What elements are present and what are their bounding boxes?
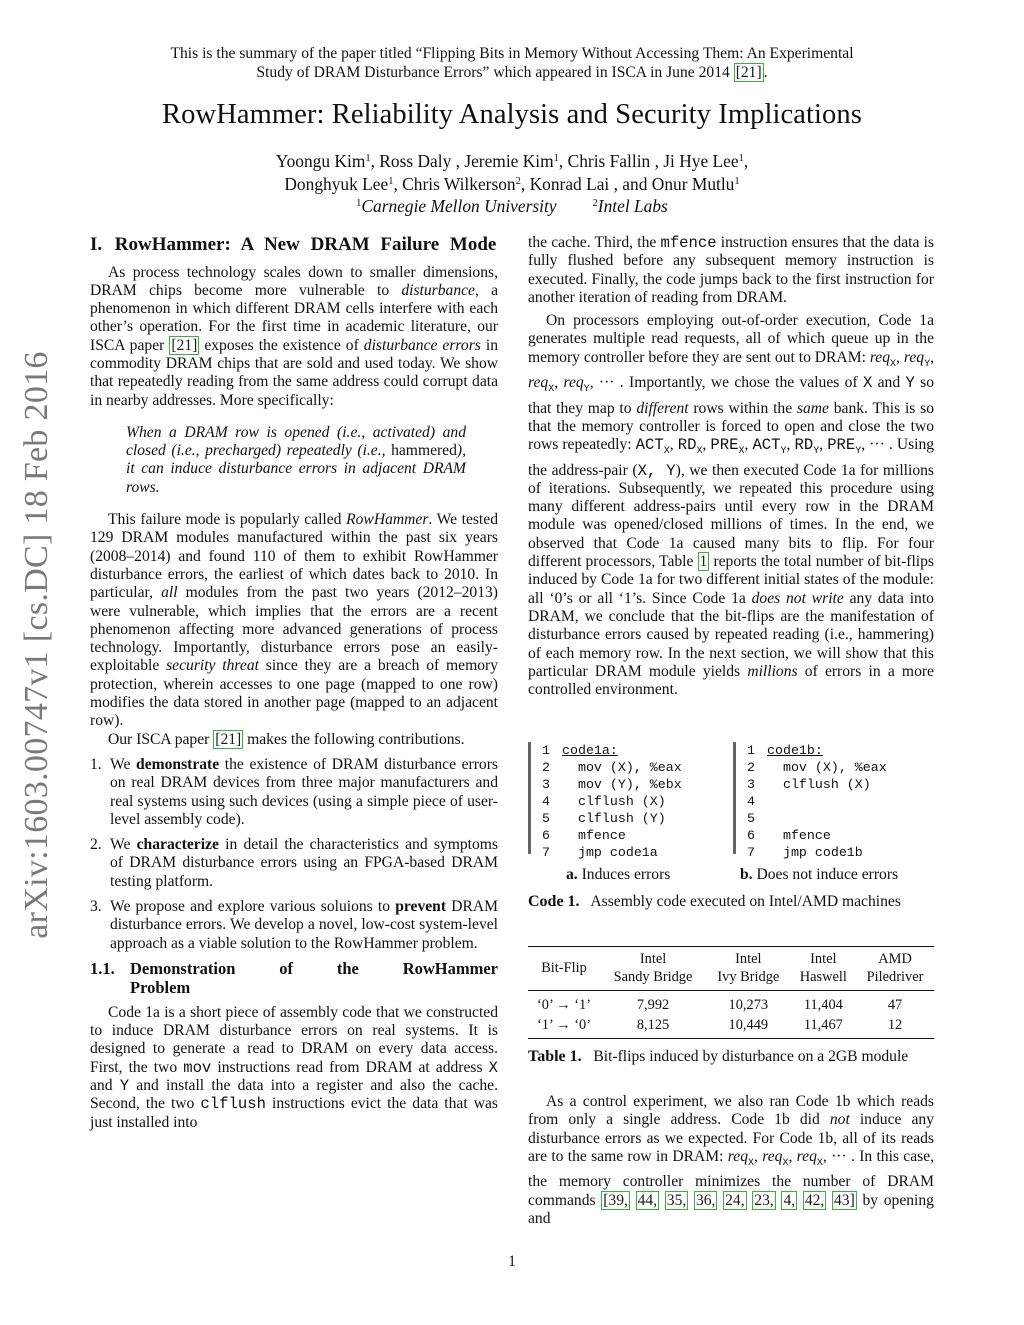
author-name: , Konrad Lai , and Onur Mutlu [520,173,735,194]
paragraph: Our ISCA paper [21] makes the following contributions. [108,730,465,748]
table-header-cell: Bit-Flip [541,959,587,976]
table-cell: 7,992 [636,997,670,1013]
author-separator: , [743,151,749,171]
table-cell: 47 [887,997,903,1013]
paragraph: As a control experiment, we also ran Code 1b which reads from only a single address. Code 1b did not induce any disturbance errors as we expected. For Code 1b, all of its reads are to the same row in DRAM: req$_X$, req$_X$, req$_X$, ··· . In this case, the memory controller minimizes the number of DRAM commands [39, 44, 35, 36, 24, 23, 4, 42, 43] by opening and [528,1093,935,1227]
table-row [528,1016,934,1039]
author-name: , Chris Wilkerson [393,173,516,194]
code-line: 5 clflush (Y) [542,811,666,826]
code-bar [528,742,531,854]
arxiv-id: arXiv:1603.00747v1 [cs.DC] 18 Feb 2016 [17,351,55,939]
summary-line-2-end: . [763,64,768,81]
author-line-1 [100,150,924,173]
definition-quote: When a DRAM row is opened (i.e., activated) and closed (i.e., precharged) repeatedly (i.e., hammered), it can induce disturbance errors in adjacent DRAM rows. [126,423,466,496]
table-cell: ‘1’ → ‘0’ [536,1016,592,1033]
affiliation-mark: 1 [738,153,744,164]
code-line: 7 jmp code1a [542,845,658,860]
affiliation-mark: 2 [592,198,598,209]
citation-link[interactable]: 35, [666,1191,687,1209]
right-column [528,234,934,699]
code-listing-1b [733,742,933,861]
table-bit-flips [528,946,934,1039]
table-caption: Table 1. Bit-flips induced by disturbance on a 2GB module [528,1048,909,1065]
list-item: 3. We propose and explore various soluions to prevent DRAM disturbance errors. We develop a novel, low-cost system-level approach as a viable solution to the RowHammer problem. [90,898,498,952]
code-line: 4 clflush (X) [542,794,666,809]
paragraph: This failure mode is popularly called RowHammer. We tested 129 DRAM modules manufactured within the past six years (2008–2014) and found 110 of them to exhibit RowHammer disturbance errors, the earliest of which dates back to 2010. In particular, all modules from the past two years (2012–2013) were vulnerable, which implies that the errors are a recent phenomenon affecting more advanced generations of process technology. Importantly, disturbance errors pose an easily-exploitable security threat since they are a breach of memory protection, wherein accesses to one page (mapped to one row) modifies the data stored in another page (mapped to an adjacent row). [90,511,499,730]
code-caption: Code 1. Assembly code executed on Intel/AMD machines [528,893,901,910]
affiliation-mark: 1 [365,153,371,164]
citation-link[interactable]: 36, [695,1191,716,1209]
affiliation-mark: 2 [515,175,521,187]
paper-title: RowHammer: Reliability Analysis and Security Implications [162,99,862,130]
affiliation-mark: 1 [356,198,362,209]
left-column [90,234,498,1132]
table-header-row [528,947,934,991]
author-line-2 [100,173,924,196]
code-bar [733,742,736,854]
section-number: I. [90,234,103,255]
code-line: 6 mfence [747,828,831,843]
table-cell: 11,467 [803,1016,843,1033]
citation-link[interactable]: 42, [804,1191,825,1209]
page-number: 1 [508,1253,516,1270]
code-line: 3 mov (Y), %ebx [542,777,682,792]
paragraph: On processors employing out-of-order execution, Code 1a generates multiple read requests, all of which queue up in the memory controller before they are sent out to DRAM: req$_X$, req$_Y$, req$_X$, req$_Y$, ··· . Importantly, we chose the values of X and Y so that they map to different rows within the same bank. This is so that the memory controller is forced to open and close the two rows repeatedly: $ACT_X$, $RD_X$, $PRE_X$, $ACT_Y$, $RD_Y$, $PRE_Y$, ··· . Using the address-pair (X, Y), we then executed Code 1a for millions of iterations. Subsequently, we repeated this procedure using many different address-pairs until every row in the DRAM module was opened/closed millions of times. In the end, we observed that Code 1a caused many bits to flip. For four different processors, Table 1 reports the total number of bit-flips induced by Code 1a for two different initial states of the module: all ‘0’s or all ‘1’s. Since Code 1a does not write any data into DRAM, we conclude that the bit-flips are the manifestation of disturbance errors caused by repeated reading (i.e., hammering) of each memory row. In the next section, we will show that this particular DRAM module yields millions of errors in a more controlled environment. [528,312,935,699]
list-item: 1. We demonstrate the existence of DRAM disturbance errors on real DRAM devices from three major manufacturers and real systems using such devices (using a simple piece of user-level assembly code). [90,755,498,828]
code-line: 6 mfence [542,828,626,843]
paragraph: Code 1a is a short piece of assembly code that we constructed to induce DRAM disturbance errors on real systems. It is designed to generate a read to DRAM on every data access. First, the two mov instructions read from DRAM at address X and Y and install the data into a register and also the cache. Second, the two clflush instructions evict the data that was just installed into [90,1003,499,1131]
code-1a-caption: a. Induces errors [566,866,671,883]
code-line: 7 jmp code1b [747,845,863,860]
section-title: RowHammer: A New DRAM Failure Mode [114,234,497,255]
summary-note [60,44,964,82]
table-header-cell: Intel Ivy Bridge [717,951,780,985]
affiliation-line [100,195,924,218]
citation-link[interactable]: [21] [171,336,198,354]
list-item: 2. We characterize in detail the characteristics and symptoms of DRAM disturbance errors using an FPGA-based DRAM testing platform. [90,836,498,890]
subsection-heading: 1.1. Demonstration of the RowHammer Problem [90,958,498,998]
citation-link[interactable]: [21] [735,64,762,81]
contribution-list [90,756,498,953]
citation-link[interactable]: 4, [783,1191,796,1209]
paragraph: the cache. Third, the mfence instruction ensures that the data is fully flushed before any subsequent memory instruction is executed. Finally, the code jumps back to the first instruction for another iteration of reading from DRAM. [528,234,934,306]
author-block [100,150,924,218]
affiliation-mark: 1 [734,175,740,187]
affiliation-intel: Intel Labs [597,196,668,216]
table-cell: 11,404 [803,997,843,1013]
table-cell: ‘0’ → ‘1’ [536,997,592,1013]
affiliation-mark: 1 [553,153,559,164]
table-cell: 10,273 [728,997,769,1013]
code-line: 4 [747,794,755,809]
table-reference-link[interactable]: 1 [699,553,708,571]
author-name: Donghyuk Lee [284,173,389,194]
code-listing-1a [528,742,728,861]
section-heading [90,234,498,256]
code-line: 5 [747,811,755,826]
table-header-cell: Intel Haswell [799,951,847,985]
code-line: 2 mov (X), %eax [747,760,887,775]
author-name: Yoongu Kim [275,151,366,171]
code-line: 3 clflush (X) [747,777,871,792]
citation-link[interactable]: 23, [754,1191,774,1209]
table-header-cell: AMD Piledriver [866,951,924,985]
code-line: 2 mov (X), %eax [542,760,682,775]
table-cell: 10,449 [728,1016,769,1033]
summary-line-1: This is the summary of the paper titled “Flipping Bits in Memory Without Accessing Them: An Experimental [170,45,854,62]
code-line: 1 code1b: [747,743,823,758]
code-1b-caption: b. Does not induce errors [740,866,899,883]
citation-link[interactable]: [21] [215,730,242,748]
citation-link[interactable]: [39, [603,1191,628,1209]
affiliation-mark: 1 [388,175,394,187]
code-line: 1 code1a: [542,743,618,758]
author-name: , Ross Daly , Jeremie Kim [370,151,554,171]
table-cell: 8,125 [636,1016,670,1033]
arxiv-stamp [2,340,72,950]
table-header-cell: Intel Sandy Bridge [613,951,693,985]
paragraph: As process technology scales down to smaller dimensions, DRAM chips become more vulnerable to disturbance, a phenomenon in which different DRAM cells interfere with each other’s operation. For the first time in academic literature, our ISCA paper [21] exposes the existence of disturbance errors in commodity DRAM chips that are sold and used today. We show that repeatedly reading from the same address could corrupt data in nearby addresses. More specifically: [90,263,499,409]
summary-line-2 [60,63,964,82]
author-name: , Chris Fallin , Ji Hye Lee [558,151,739,171]
table-cell: 12 [887,1016,903,1033]
table-row [528,991,934,1016]
summary-line-2-text: Study of DRAM Disturbance Errors” which appeared in ISCA in June 2014 [256,64,734,81]
affiliation-cmu: Carnegie Mellon University [361,196,557,216]
citation-link[interactable]: 24, [725,1191,745,1209]
citation-link[interactable]: 43] [834,1191,855,1209]
citation-link[interactable]: 44, [637,1191,658,1209]
